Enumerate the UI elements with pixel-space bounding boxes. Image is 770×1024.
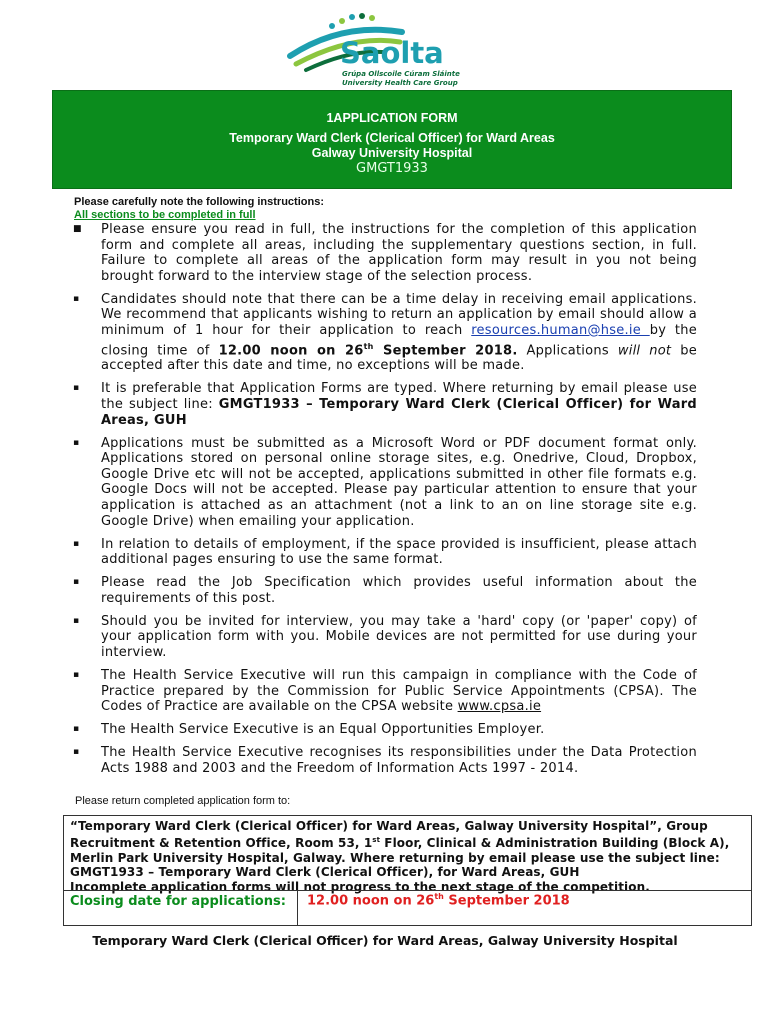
list-item: ▪ The Health Service Executive will run this campaign in compliance with the Code of Practice prepared by the Commission for Public Service Appointments (CPSA). The Codes of Practice are available on the CPSA website www.cpsa.ie <box>73 667 697 715</box>
cpsa-link[interactable]: www.cpsa.ie <box>457 699 542 715</box>
closing-date-value: 12.00 noon on 26th September 2018 <box>307 892 570 909</box>
list-item: ▪ It is preferable that Application Forms are typed. Where returning by email please use the subject line: GMGT1933 – Temporary Ward Clerk (Clerical Officer) for Ward Areas, GUH <box>73 381 697 428</box>
bullet-square-icon: ■ <box>73 224 82 234</box>
bullet-dot-icon: ▪ <box>73 615 80 626</box>
post-title: Temporary Ward Clerk (Clerical Officer) for Ward Areas <box>229 131 555 145</box>
instructions-subheading: All sections to be completed in full <box>74 209 256 221</box>
divider <box>64 890 751 891</box>
email-link[interactable]: resources.human@hse.ie <box>471 322 650 338</box>
bullet-dot-icon: ▪ <box>73 747 80 758</box>
logo-subtitle-irish: Grúpa Ollscoile Cúram Sláinte <box>342 70 460 78</box>
divider <box>297 890 298 926</box>
list-item: ▪ Candidates should note that there can be a time delay in receiving email applications. We recommend that applicants wishing to return an application by email should allow a minimum of 1 hour for their application to reach resources.human@hse.ie by the closing time of 12.00 noon on 26th September 2018. Applications will not be accepted after this date and time, no exceptions will be made. <box>73 291 697 374</box>
bullet-dot-icon: ▪ <box>73 577 80 588</box>
list-item: ▪ In relation to details of employment, if the space provided is insufficient, please attach additional pages ensuring to use the same format. <box>73 536 697 568</box>
list-item: ■ Please ensure you read in full, the instructions for the completion of this application form and complete all areas, including the supplementary questions section, in full. Failure to complete all areas of the application form may result in you not being brought forward to the interview stage of the selection process. <box>73 222 697 284</box>
title-banner <box>52 90 732 189</box>
bullet-dot-icon: ▪ <box>73 724 80 735</box>
list-item: ▪ Please read the Job Specification which provides useful information about the requirements of this post. <box>73 575 697 606</box>
list-item: ▪ Should you be invited for interview, you may take a 'hard' copy (or 'paper' copy) of your application form with you. Mobile devices are not permitted for use during your interview. <box>73 613 697 660</box>
bullet-dot-icon: ▪ <box>73 293 80 304</box>
incomplete-warning: Incomplete application forms will not progress to the next stage of the competition. <box>70 879 650 894</box>
page-footer: Temporary Ward Clerk (Clerical Officer) for Ward Areas, Galway University Hospital <box>92 933 678 948</box>
instructions-list <box>70 222 697 784</box>
return-instruction: Please return completed application form to: <box>75 795 291 807</box>
bullet-dot-icon: ▪ <box>73 383 80 394</box>
closing-date-label: Closing date for applications: <box>70 894 286 909</box>
list-item: ▪ The Health Service Executive recognises its responsibilities under the Data Protection Acts 1988 and 2003 and the Freedom of Information Acts 1997 - 2014. <box>73 745 697 776</box>
list-item: ▪ Applications must be submitted as a Microsoft Word or PDF document format only. Applications stored on personal online storage sites, e.g. Onedrive, Cloud, Dropbox, Google Drive etc will not be accepted, applications submitted in other file formats e.g. Google Docs will not be accepted. Please pay particular attention to ensure that your application is attached as an attachment (not a link to an on line storage site e.g. Google Drive) when emailing your application. <box>73 435 697 529</box>
instructions-heading: Please carefully note the following instructions: <box>74 196 324 208</box>
logo-name: Saolta <box>340 36 444 70</box>
logo-subtitle-english: University Health Care Group <box>342 79 458 87</box>
bullet-dot-icon: ▪ <box>73 437 80 448</box>
bullet-dot-icon: ▪ <box>73 669 80 680</box>
hospital-name: Galway University Hospital <box>311 146 473 160</box>
return-address: “Temporary Ward Clerk (Clerical Officer) for Ward Areas, Galway University Hospital”, Group Recruitment & Retention Office, Room 53, 1st Floor, Clinical & Administration Building (Block A), Merlin Park University Hospital, Galway. Where returning by email please use the subject line: GMGT1933 – Temporary Ward Clerk (Clerical Officer), for Ward Areas, GUH Incomplete application forms will not progress to the next stage of the competition. <box>70 819 730 894</box>
form-title: 1APPLICATION FORM <box>326 111 458 125</box>
list-item: ▪ The Health Service Executive is an Equal Opportunities Employer. <box>73 722 545 738</box>
bullet-dot-icon: ▪ <box>73 538 80 549</box>
return-address-box <box>63 815 752 926</box>
reference-code: GMGT1933 <box>356 161 428 176</box>
